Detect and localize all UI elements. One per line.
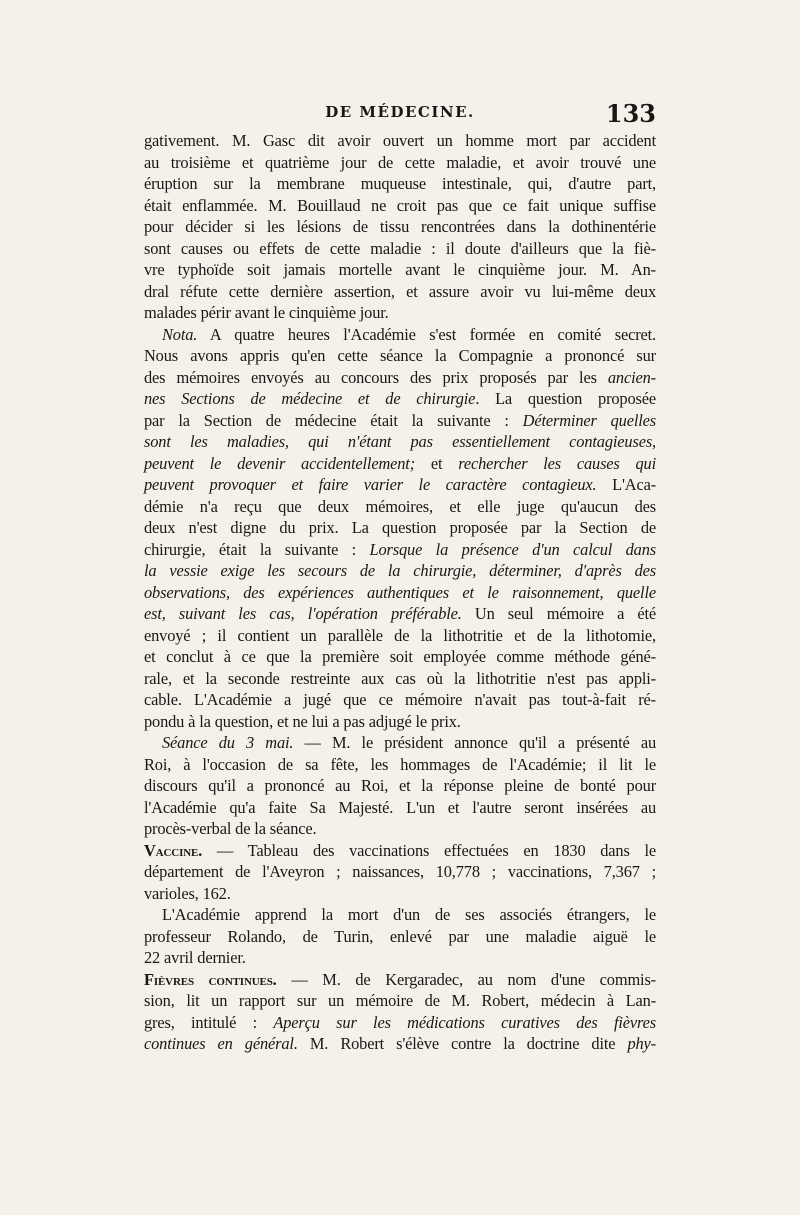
italic-run: est, suivant les cas, l'opération préférable. [144,604,462,623]
italic-run: ancien- [607,367,656,387]
text-run: Un seul mémoire a été [461,604,656,623]
text-line [144,797,656,819]
text-run: sont causes ou effets de cette maladie : il doute d'ailleurs que la fiè- [144,238,656,258]
text-run: et [415,453,459,473]
text-run: gres, intitulé : [144,1012,274,1032]
text-run: cable. L'Académie a jugé que ce mémoire n'avait pas tout-à-fait ré- [144,690,656,709]
text-line [144,754,656,776]
page-header [144,101,656,131]
text-run: Nous avons appris qu'en cette séance la Compagnie a prononcé sur [144,346,656,365]
text-run: 22 avril dernier. [144,948,246,967]
text-run: par la Section de médecine était la suivante : [144,410,523,430]
text-run: vre typhoïde soit jamais mortelle avant le cinquième jour. M. An- [144,260,656,279]
text-run: — M. de Kergaradec, au nom d'une commis- [276,969,656,989]
text-line [144,324,656,346]
text-line [144,603,656,625]
text-run: sion, lit un rapport sur un mémoire de M. Robert, médecin à Lan- [144,991,656,1010]
text-line [144,474,656,496]
italic-run: phy- [627,1034,656,1053]
text-run: gativement. M. Gasc dit avoir ouvert un homme mort par accident [144,131,656,150]
paragraph [144,904,656,969]
text-line [144,431,656,453]
text-run: — Tableau des vaccinations effectuées en 1830 dans le [202,840,656,860]
text-run: discours qu'il a prononcé au Roi, et la réponse pleine de bonté pour [144,776,656,795]
text-line [144,625,656,647]
text-run: démie n'a reçu que deux mémoires, et elle juge qu'aucun des [144,496,656,516]
text-line [144,582,656,604]
text-line [144,990,656,1012]
text-run: Roi, à l'occasion de sa fête, les hommages de l'Académie; il lit le [144,754,656,774]
section-heading: Vaccine. [144,840,203,860]
text-line [144,711,656,733]
paragraph [144,969,656,1055]
text-run: l'Académie qu'a faite Sa Majesté. L'un et l'autre seront insérées au [144,797,656,817]
paragraph [144,840,656,905]
text-run: chirurgie, était la suivante : [144,539,370,559]
text-line [144,668,656,690]
text-run: au troisième et quatrième jour de cette maladie, et avoir trouvé une [144,152,656,172]
text-run: varioles, 162. [144,883,231,903]
text-line [144,453,656,475]
italic-run: nes Sections de médecine et de chirurgie [144,389,476,408]
text-line [144,646,656,668]
italic-run: sont les maladies, qui n'étant pas essentiellement contagieuses, [144,432,656,451]
paragraph [144,130,656,324]
italic-run: Lorsque la présence d'un calcul dans [369,539,656,559]
italic-run: continues en général. [144,1034,298,1053]
text-line [144,367,656,389]
text-run: — M. le président annonce qu'il a présenté au [293,733,656,752]
text-run: procès-verbal de la séance. [144,819,317,838]
paragraph [144,324,656,733]
body-text [144,130,656,1055]
text-line [144,195,656,217]
section-heading: Fièvres continues. [144,969,277,989]
text-line [144,130,656,152]
italic-run: peuvent le devenir accidentellement; [144,453,416,473]
running-head: DE MÉDECINE. [325,103,475,121]
italic-run: Déterminer quelles [522,410,656,430]
paragraph [144,732,656,840]
text-line [144,904,656,926]
text-line [144,969,656,991]
text-run: dral réfute cette dernière assertion, et assure avoir vu lui-même deux [144,281,656,301]
text-run: malades périr avant le cinquième jour. [144,303,389,322]
text-line [144,1033,656,1055]
text-line [144,861,656,883]
text-run: était enflammée. M. Bouillaud ne croit pas que ce fait unique suffise [144,195,656,215]
text-line [144,539,656,561]
text-line [144,926,656,948]
text-line [144,496,656,518]
italic-run: rechercher les causes qui [458,453,656,473]
italic-run: peuvent provoquer et faire varier le caractère contagieux. [144,475,597,494]
text-run: . La question proposée [475,389,656,408]
text-line [144,1012,656,1034]
text-line [144,947,656,969]
text-run: et conclut à ce que la première soit employée comme méthode géné- [144,647,656,666]
text-line [144,883,656,905]
session-heading: Séance du 3 mai. [162,733,294,752]
text-line [144,259,656,281]
text-run: M. Robert s'élève contre la doctrine dite [297,1034,628,1053]
text-run: L'Académie apprend la mort d'un de ses associés étrangers, le [162,905,656,924]
text-line [144,345,656,367]
text-line [144,560,656,582]
text-line [144,238,656,260]
text-line [144,840,656,862]
text-line [144,410,656,432]
text-run: envoyé ; il contient un parallèle de la lithotritie et de la lithotomie, [144,625,656,645]
italic-run: la vessie exige les secours de la chirurgie, déterminer, d'après des [144,561,656,580]
italic-run: Aperçu sur les médications curatives des fièvres [273,1012,656,1032]
text-run: rale, et la seconde restreinte aux cas où la lithotritie n'est pas appli- [144,668,656,688]
italic-run: observations, des expériences authentiques et le raisonnement, quelle [144,582,656,602]
text-line [144,517,656,539]
text-line [144,281,656,303]
text-line [144,732,656,754]
text-line [144,388,656,410]
text-run: professeur Rolando, de Turin, enlevé par une maladie aiguë le [144,926,656,946]
text-line [144,173,656,195]
text-line [144,302,656,324]
text-run: deux n'est digne du prix. La question proposée par la Section de [144,518,656,537]
text-line [144,216,656,238]
text-run: A quatre heures l'Académie s'est formée en comité secret. [197,324,656,344]
text-run: pondu à la question, et ne lui a pas adjugé le prix. [144,711,461,731]
text-line [144,775,656,797]
page-number: 133 [605,99,656,128]
text-run: des mémoires envoyés au concours des prix proposés par les [144,367,608,387]
text-line [144,818,656,840]
text-line [144,152,656,174]
text-run: L'Aca- [596,475,656,494]
text-line [144,689,656,711]
text-run: département de l'Aveyron ; naissances, 10,778 ; vaccinations, 7,367 ; [144,862,656,881]
nota-label: Nota. [162,324,198,344]
text-run: éruption sur la membrane muqueuse intestinale, qui, d'autre part, [144,174,656,193]
text-run: pour décider si les lésions de tissu rencontrées dans la dothinentérie [144,217,656,236]
